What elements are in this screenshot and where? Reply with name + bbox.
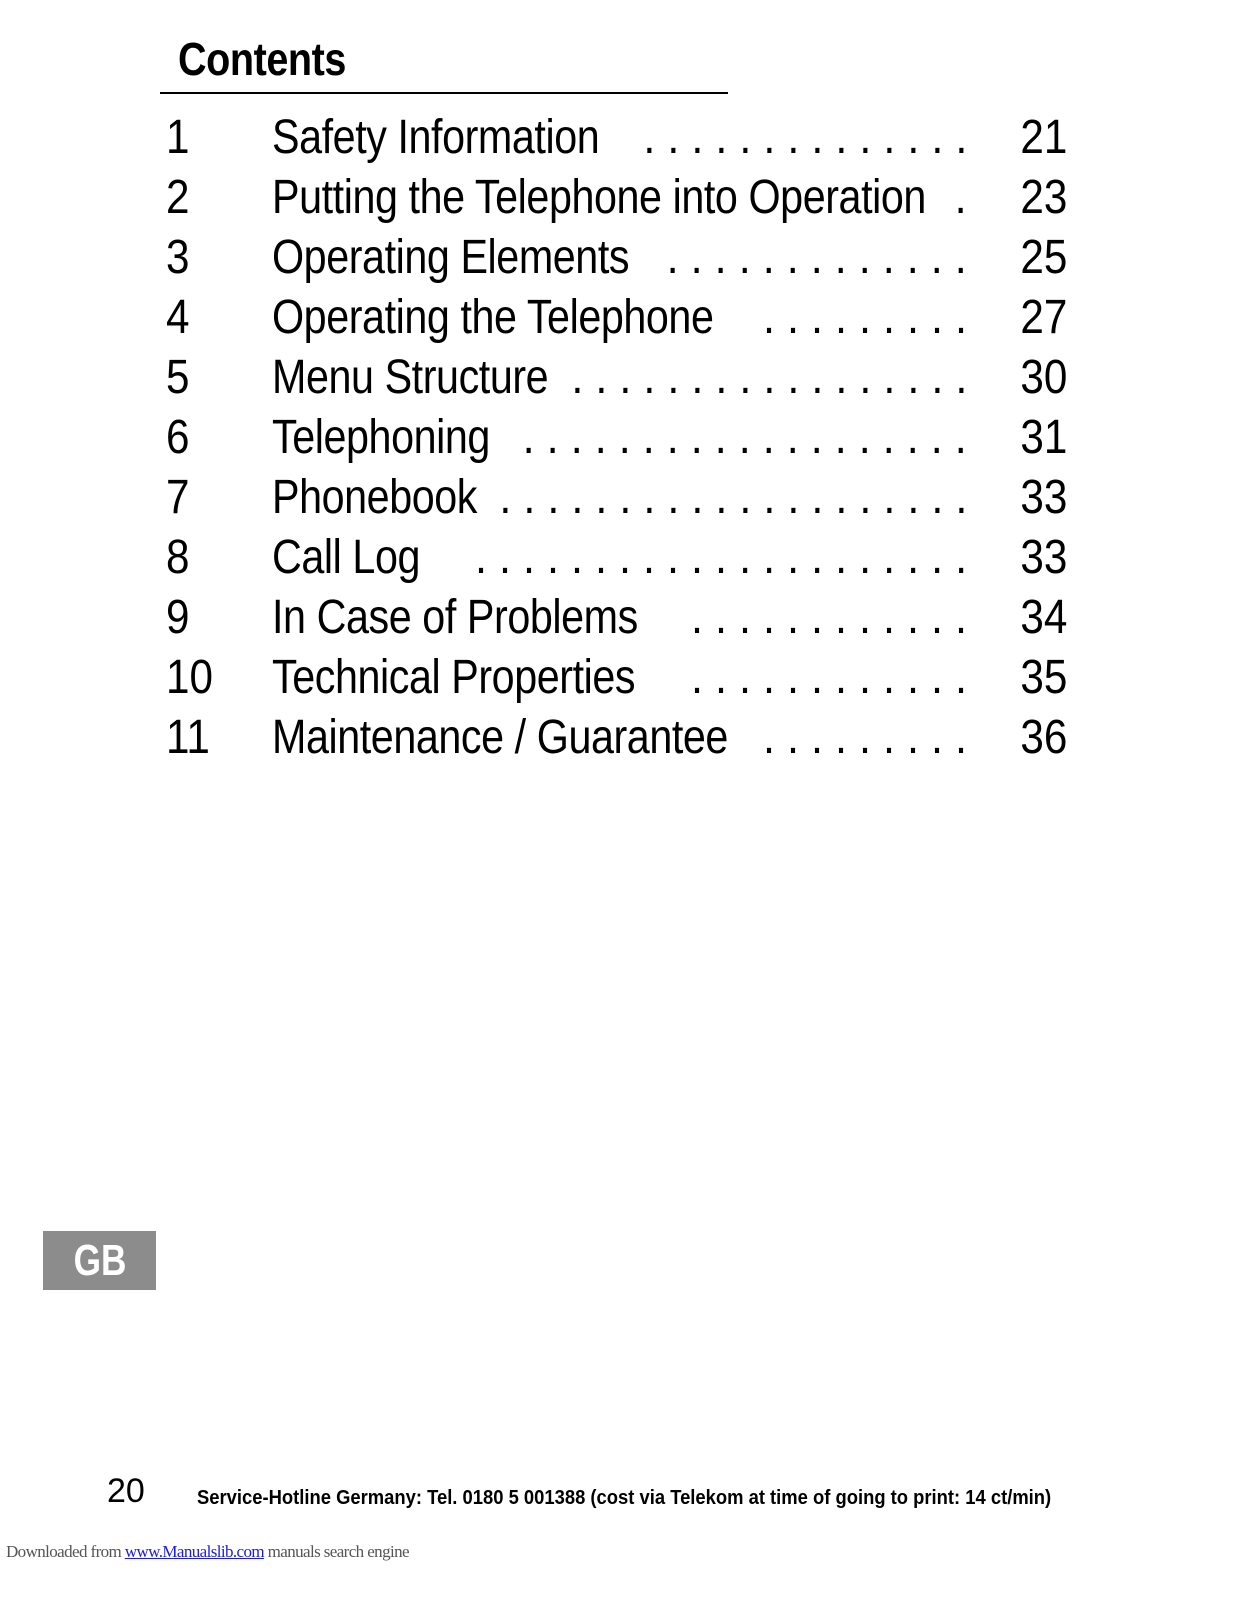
toc-chapter-title: Operating the Telephone [272, 291, 714, 344]
toc-page-number: 34 [1020, 591, 1067, 644]
service-hotline: Service-Hotline Germany: Tel. 0180 5 001388 (cost via Telekom at time of going to print: 14 ct/min) [197, 1487, 1052, 1509]
toc-chapter-number: 9 [166, 591, 190, 644]
toc-page-number: 23 [1020, 171, 1067, 224]
page-number: 20 [107, 1472, 145, 1510]
toc-entry[interactable] [0, 648, 1237, 708]
toc-chapter-title: Call Log [272, 531, 421, 584]
toc-page-number: 30 [1020, 351, 1067, 404]
toc-chapter-title: Technical Properties [272, 651, 636, 704]
toc-chapter-title: Phonebook [272, 471, 478, 524]
language-badge [43, 1231, 156, 1290]
toc-chapter-title: Putting the Telephone into Operation [272, 171, 926, 224]
toc-chapter-number: 2 [166, 171, 190, 224]
toc-entry[interactable] [0, 408, 1237, 468]
toc-chapter-number: 8 [166, 531, 190, 584]
toc-entry[interactable] [0, 168, 1237, 228]
toc-chapter-title: Safety Information [272, 111, 600, 164]
toc-dot-leader: . . . . . . . . . . . . . . . . . . . . [486, 471, 967, 524]
toc-dot-leader: . . . . . . . . . . . . . . . . . . . . . [462, 531, 967, 584]
toc-entry[interactable] [0, 288, 1237, 348]
toc-chapter-title: Operating Elements [272, 231, 630, 284]
toc-page-number: 33 [1020, 471, 1067, 524]
toc-dot-leader: . . . . . . . . . [750, 711, 967, 764]
toc-chapter-number: 6 [166, 411, 190, 464]
toc-entry[interactable] [0, 528, 1237, 588]
toc-chapter-number: 7 [166, 471, 190, 524]
toc-page-number: 31 [1020, 411, 1067, 464]
toc-chapter-title: Maintenance / Guarantee [272, 711, 728, 764]
language-badge-label: GB [73, 1236, 126, 1285]
toc-entry[interactable] [0, 108, 1237, 168]
toc-dot-leader: . . . . . . . . . . . . [678, 591, 967, 644]
table-of-contents [0, 108, 1237, 768]
page-title: Contents [178, 33, 346, 85]
toc-entry[interactable] [0, 348, 1237, 408]
toc-dot-leader: . . . . . . . . . . . . . . [630, 111, 967, 164]
toc-chapter-number: 3 [166, 231, 190, 284]
toc-page-number: 21 [1020, 111, 1067, 164]
toc-chapter-number: 10 [166, 651, 213, 704]
toc-page-number: 25 [1020, 231, 1067, 284]
toc-dot-leader: . [942, 171, 967, 224]
title-underline [160, 92, 728, 94]
download-prefix: Downloaded from [6, 1542, 125, 1561]
toc-chapter-title: In Case of Problems [272, 591, 638, 644]
toc-dot-leader: . . . . . . . . . [750, 291, 967, 344]
toc-page-number: 33 [1020, 531, 1067, 584]
toc-dot-leader: . . . . . . . . . . . . . . . . . . . [510, 411, 967, 464]
manualslib-link[interactable]: www.Manualslib.com [124, 1542, 265, 1561]
toc-dot-leader: . . . . . . . . . . . . . [654, 231, 967, 284]
download-notice [6, 1542, 409, 1562]
toc-dot-leader: . . . . . . . . . . . . [678, 651, 967, 704]
toc-chapter-number: 11 [166, 711, 210, 764]
toc-chapter-title: Menu Structure [272, 351, 549, 404]
toc-page-number: 35 [1020, 651, 1067, 704]
toc-chapter-number: 4 [166, 291, 190, 344]
toc-entry[interactable] [0, 708, 1237, 768]
toc-entry[interactable] [0, 588, 1237, 648]
toc-chapter-number: 1 [166, 111, 190, 164]
toc-entry[interactable] [0, 228, 1237, 288]
toc-dot-leader: . . . . . . . . . . . . . . . . . [558, 351, 967, 404]
toc-chapter-number: 5 [166, 351, 190, 404]
toc-entry[interactable] [0, 468, 1237, 528]
toc-page-number: 27 [1020, 291, 1067, 344]
toc-chapter-title: Telephoning [272, 411, 490, 464]
toc-page-number: 36 [1020, 711, 1067, 764]
download-suffix: manuals search engine [264, 1542, 409, 1561]
